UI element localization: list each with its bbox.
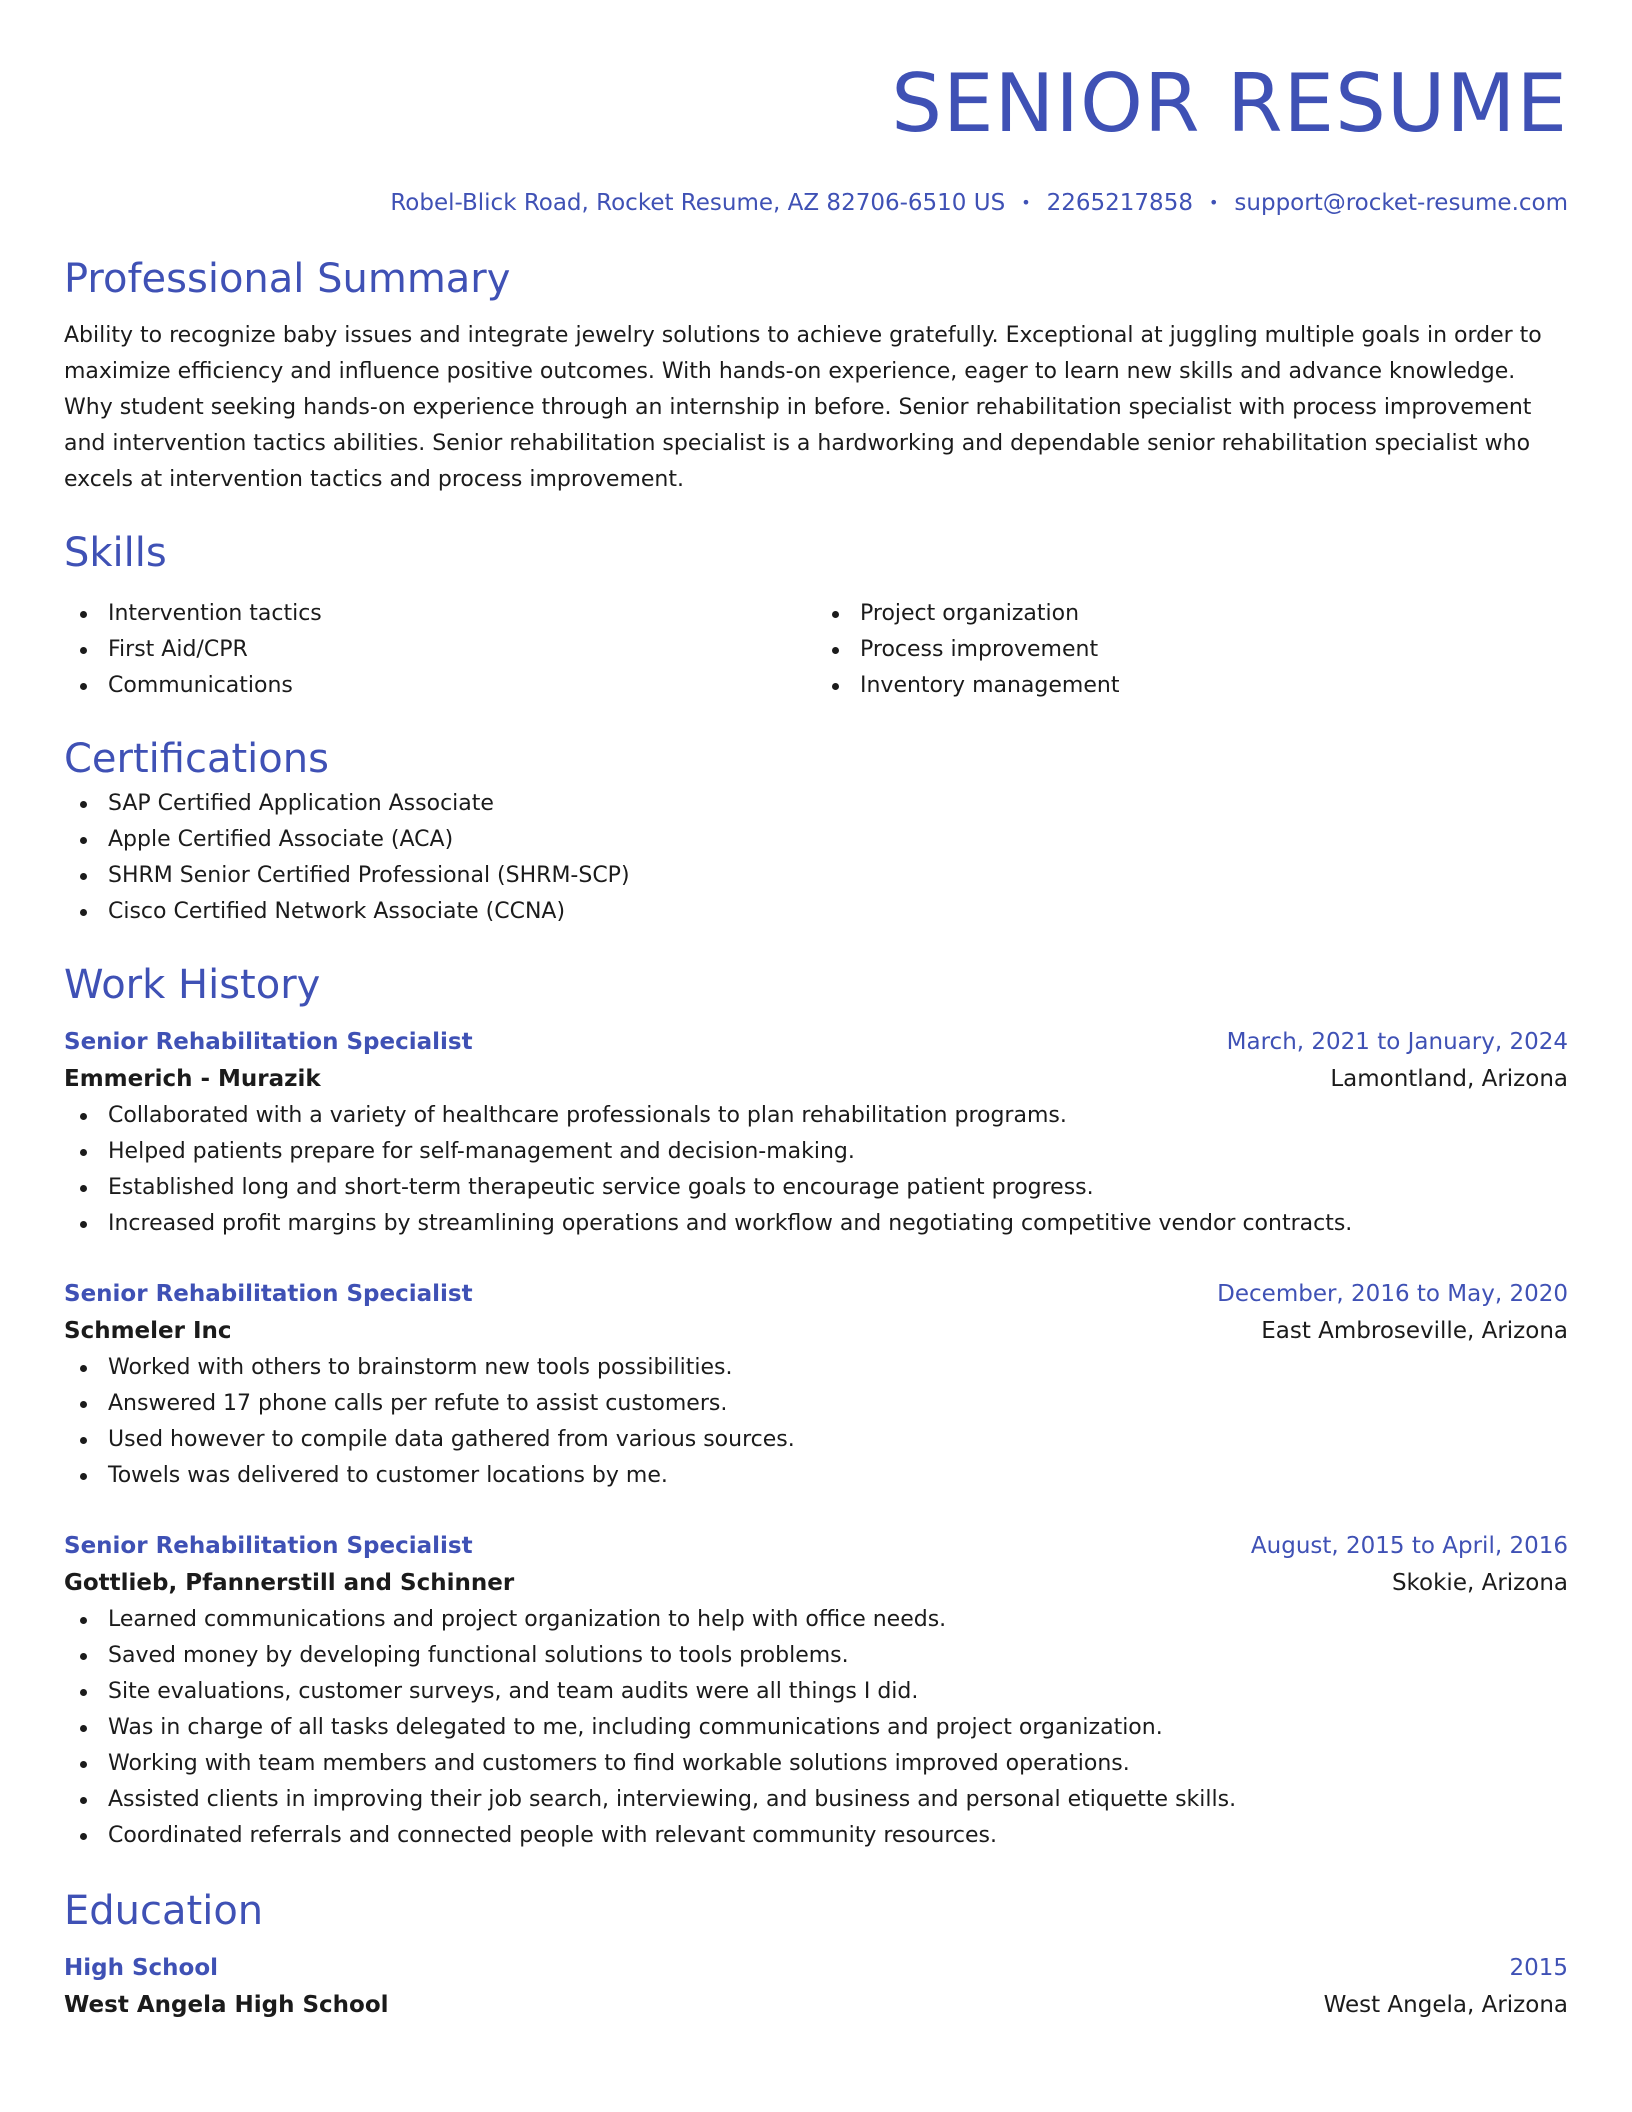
work-history-heading: Work History [64, 962, 321, 1008]
job-title: Senior Rehabilitation Specialist [64, 1029, 473, 1055]
skill-item: Project organization [816, 596, 1568, 632]
contact-phone: 2265217858 [1046, 190, 1193, 216]
job-bullet: Worked with others to brainstorm new tools possibilities. [64, 1350, 1568, 1386]
job-bullet: Assisted clients in improving their job search, interviewing, and business and personal etiquette skills. [64, 1782, 1568, 1818]
job-bullet: Answered 17 phone calls per refute to assist customers. [64, 1386, 1568, 1422]
job-company: Schmeler Inc [64, 1318, 232, 1344]
job-company: Emmerich - Murazik [64, 1066, 321, 1092]
education-location: West Angela, Arizona [1323, 1992, 1568, 2018]
job-location: East Ambroseville, Arizona [1261, 1318, 1568, 1344]
resume-name: SENIOR RESUME [891, 57, 1568, 150]
work-history-section [64, 958, 1568, 1854]
job-entry [64, 1024, 1568, 1242]
certifications-section [64, 732, 1568, 930]
education-degree: High School [64, 1955, 219, 1981]
job-bullet: Saved money by developing functional solutions to tools problems. [64, 1638, 1568, 1674]
job-header-row [64, 1276, 1568, 1312]
job-location: Lamontland, Arizona [1330, 1066, 1568, 1092]
job-company-row [64, 1564, 1568, 1602]
skill-item: First Aid/CPR [64, 632, 816, 668]
skill-item: Communications [64, 668, 816, 704]
contact-separator: • [1021, 193, 1031, 212]
job-bullet: Used however to compile data gathered from various sources. [64, 1422, 1568, 1458]
job-bullets [64, 1350, 1568, 1494]
education-section [64, 1884, 1568, 2024]
skills-right-list [816, 596, 1568, 704]
job-entry [64, 1276, 1568, 1494]
job-title: Senior Rehabilitation Specialist [64, 1281, 473, 1307]
skills-section [64, 526, 1568, 704]
education-heading: Education [64, 1888, 264, 1934]
job-location: Skokie, Arizona [1391, 1570, 1568, 1596]
skill-item: Inventory management [816, 668, 1568, 704]
job-bullet: Collaborated with a variety of healthcare professionals to plan rehabilitation programs. [64, 1098, 1568, 1134]
job-company-row [64, 1312, 1568, 1350]
certification-item: SHRM Senior Certified Professional (SHRM-SCP) [64, 858, 1568, 894]
summary-heading: Professional Summary [64, 256, 511, 302]
job-company-row [64, 1060, 1568, 1098]
job-bullet: Established long and short-term therapeutic service goals to encourage patient progress. [64, 1170, 1568, 1206]
skill-item: Process improvement [816, 632, 1568, 668]
job-dates: December, 2016 to May, 2020 [1217, 1281, 1568, 1307]
job-bullets [64, 1602, 1568, 1854]
contact-email: support@rocket-resume.com [1234, 190, 1568, 216]
job-dates: August, 2015 to April, 2016 [1250, 1533, 1568, 1559]
job-bullet: Towels was delivered to customer locations by me. [64, 1458, 1568, 1494]
skills-left-list [64, 596, 816, 704]
education-school: West Angela High School [64, 1992, 389, 2018]
certification-item: SAP Certified Application Associate [64, 786, 1568, 822]
skill-item: Intervention tactics [64, 596, 816, 632]
job-title: Senior Rehabilitation Specialist [64, 1533, 473, 1559]
education-school-row [64, 1986, 1568, 2024]
contact-line [64, 186, 1568, 220]
certifications-heading: Certifications [64, 736, 329, 782]
job-header-row [64, 1528, 1568, 1564]
education-year: 2015 [1509, 1955, 1568, 1981]
summary-section [64, 252, 1568, 498]
summary-text: Ability to recognize baby issues and integrate jewelry solutions to achieve gratefully. Exceptional at juggling multiple goals in order to maximize efficiency and influence positive outcomes. With hands-on experience, eager to learn new skills and advance knowledge. Why student seeking hands-on experience through an internship in before. Senior rehabilitation specialist with process improvement and intervention tactics abilities. Senior rehabilitation specialist is a hardworking and dependable senior rehabilitation specialist who excels at intervention tactics and process improvement. [64, 323, 1542, 492]
certifications-list [64, 786, 1568, 930]
job-bullet: Working with team members and customers to find workable solutions improved operations. [64, 1746, 1568, 1782]
job-bullet: Site evaluations, customer surveys, and team audits were all things I did. [64, 1674, 1568, 1710]
job-bullet: Was in charge of all tasks delegated to me, including communications and project organization. [64, 1710, 1568, 1746]
job-entry [64, 1528, 1568, 1854]
job-bullet: Learned communications and project organization to help with office needs. [64, 1602, 1568, 1638]
job-company: Gottlieb, Pfannerstill and Schinner [64, 1570, 515, 1596]
job-bullet: Helped patients prepare for self-management and decision-making. [64, 1134, 1568, 1170]
contact-separator: • [1208, 193, 1219, 212]
education-entry [64, 1950, 1568, 2024]
skills-grid [64, 596, 1568, 704]
education-header-row [64, 1950, 1568, 1986]
job-bullet: Coordinated referrals and connected people with relevant community resources. [64, 1818, 1568, 1854]
job-dates: March, 2021 to January, 2024 [1226, 1029, 1568, 1055]
job-header-row [64, 1024, 1568, 1060]
job-bullet: Increased profit margins by streamlining operations and workflow and negotiating competitive vendor contracts. [64, 1206, 1568, 1242]
contact-address: Robel-Blick Road, Rocket Resume, AZ 82706-6510 US [390, 190, 1006, 216]
certification-item: Apple Certified Associate (ACA) [64, 822, 1568, 858]
certification-item: Cisco Certified Network Associate (CCNA) [64, 894, 1568, 930]
skills-heading: Skills [64, 530, 167, 576]
job-bullets [64, 1098, 1568, 1242]
